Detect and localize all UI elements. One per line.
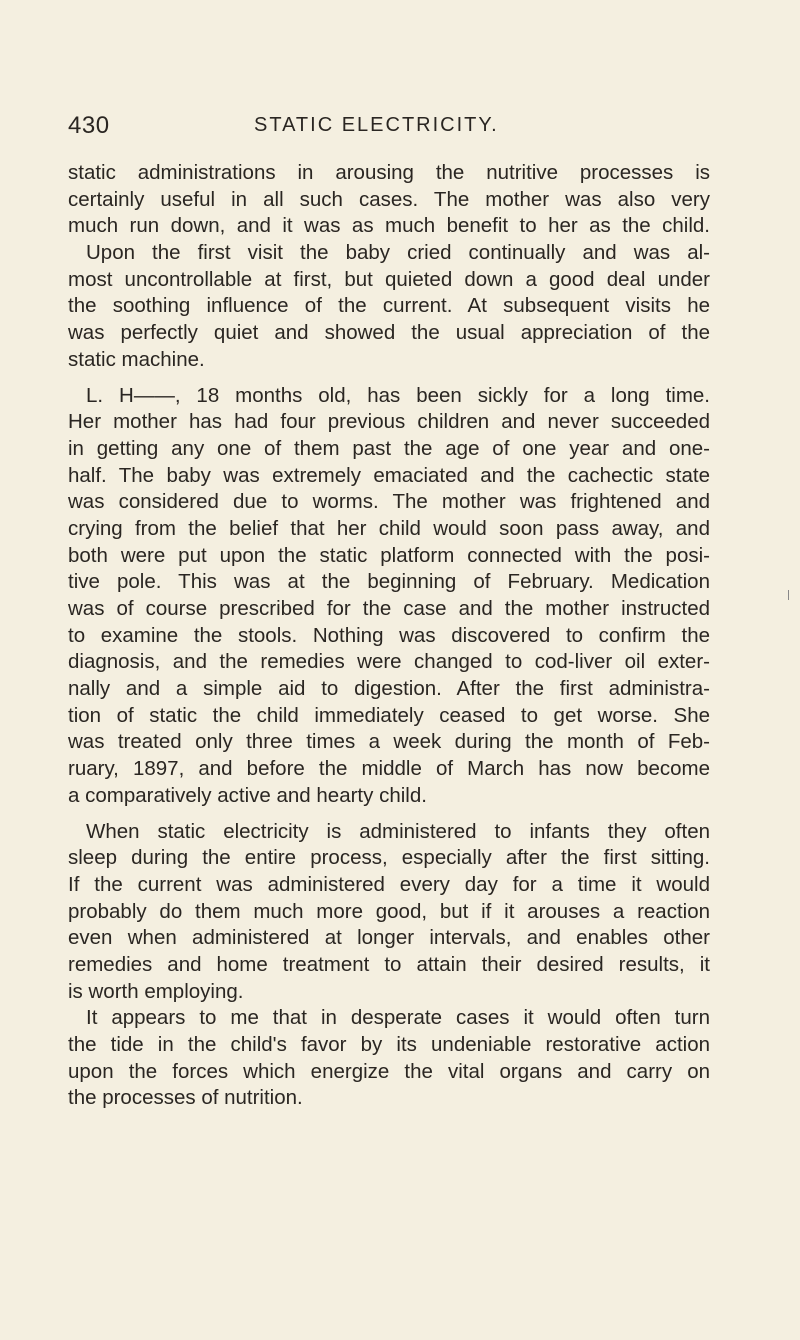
- text-line: When static electricity is administered to infants they often: [86, 819, 710, 843]
- running-title: STATIC ELECTRICITY.: [254, 114, 499, 136]
- text-line: is worth employing.: [68, 979, 244, 1003]
- text-line: static machine.: [68, 347, 205, 371]
- text-line: was perfectly quiet and showed the usual appreciation of the: [68, 321, 710, 345]
- text-line: in getting any one of them past the age of one year and one-: [68, 436, 710, 460]
- text-line: static administrations in arousing the nutritive processes is: [68, 161, 710, 184]
- text-line: upon the forces which energize the vital organs and carry on: [68, 1059, 710, 1083]
- text-line: ruary, 1897, and before the middle of March has now become: [68, 757, 710, 781]
- page-number: 430: [68, 112, 110, 139]
- text-line: much run down, and it was as much benefit to her as the child.: [68, 214, 710, 238]
- text-line: probably do them much more good, but if it arouses a reaction: [68, 899, 710, 923]
- text-line: the soothing influence of the current. At subsequent visits he: [68, 294, 710, 318]
- text-line: was of course prescribed for the case and the mother instructed: [68, 597, 710, 620]
- text-line: certainly useful in all such cases. The mother was also very: [68, 187, 710, 211]
- text-line: It appears to me that in desperate cases it would often turn: [86, 1006, 710, 1030]
- margin-tick: [788, 590, 789, 600]
- text-line: both were put upon the static platform connected with the posi-: [68, 543, 710, 567]
- text-line: L. H——, 18 months old, has been sickly for a long time.: [86, 383, 710, 407]
- text-line: crying from the belief that her child would soon pass away, and: [68, 516, 710, 540]
- text-line: most uncontrollable at first, but quieted down a good deal under: [68, 267, 710, 291]
- text-line: Upon the first visit the baby cried continually and was al-: [86, 241, 710, 265]
- text-line: sleep during the entire process, especially after the first sitting.: [68, 846, 710, 870]
- text-line: was considered due to worms. The mother was frightened and: [68, 490, 710, 514]
- text-line: remedies and home treatment to attain their desired results, it: [68, 952, 710, 976]
- text-line: If the current was administered every day for a time it would: [68, 872, 710, 896]
- paragraph-2: [68, 383, 710, 810]
- text-line: diagnosis, and the remedies were changed to cod-liver oil exter-: [68, 650, 710, 674]
- text-line: the processes of nutrition.: [68, 1086, 303, 1110]
- text-line: Her mother has had four previous children and never succeeded: [68, 410, 710, 434]
- text-line: was treated only three times a week during the month of Feb-: [68, 730, 710, 754]
- text-line: tive pole. This was at the beginning of February. Medication: [68, 570, 710, 594]
- text-line: a comparatively active and hearty child.: [68, 783, 427, 807]
- running-head: [68, 112, 718, 148]
- body-text: [68, 160, 710, 1112]
- text-line: the tide in the child's favor by its undeniable restorative action: [68, 1033, 710, 1056]
- text-line: nally and a simple aid to digestion. After the first administra-: [68, 677, 710, 701]
- text-line: to examine the stools. Nothing was discovered to confirm the: [68, 623, 710, 647]
- text-line: even when administered at longer intervals, and enables other: [68, 926, 710, 950]
- text-line: tion of static the child immediately ceased to get worse. She: [68, 703, 710, 727]
- paragraph-4: [68, 1005, 710, 1112]
- text-line: half. The baby was extremely emaciated and the cachectic state: [68, 463, 710, 487]
- paragraph-1: [68, 160, 710, 374]
- paragraph-3: [68, 819, 710, 1006]
